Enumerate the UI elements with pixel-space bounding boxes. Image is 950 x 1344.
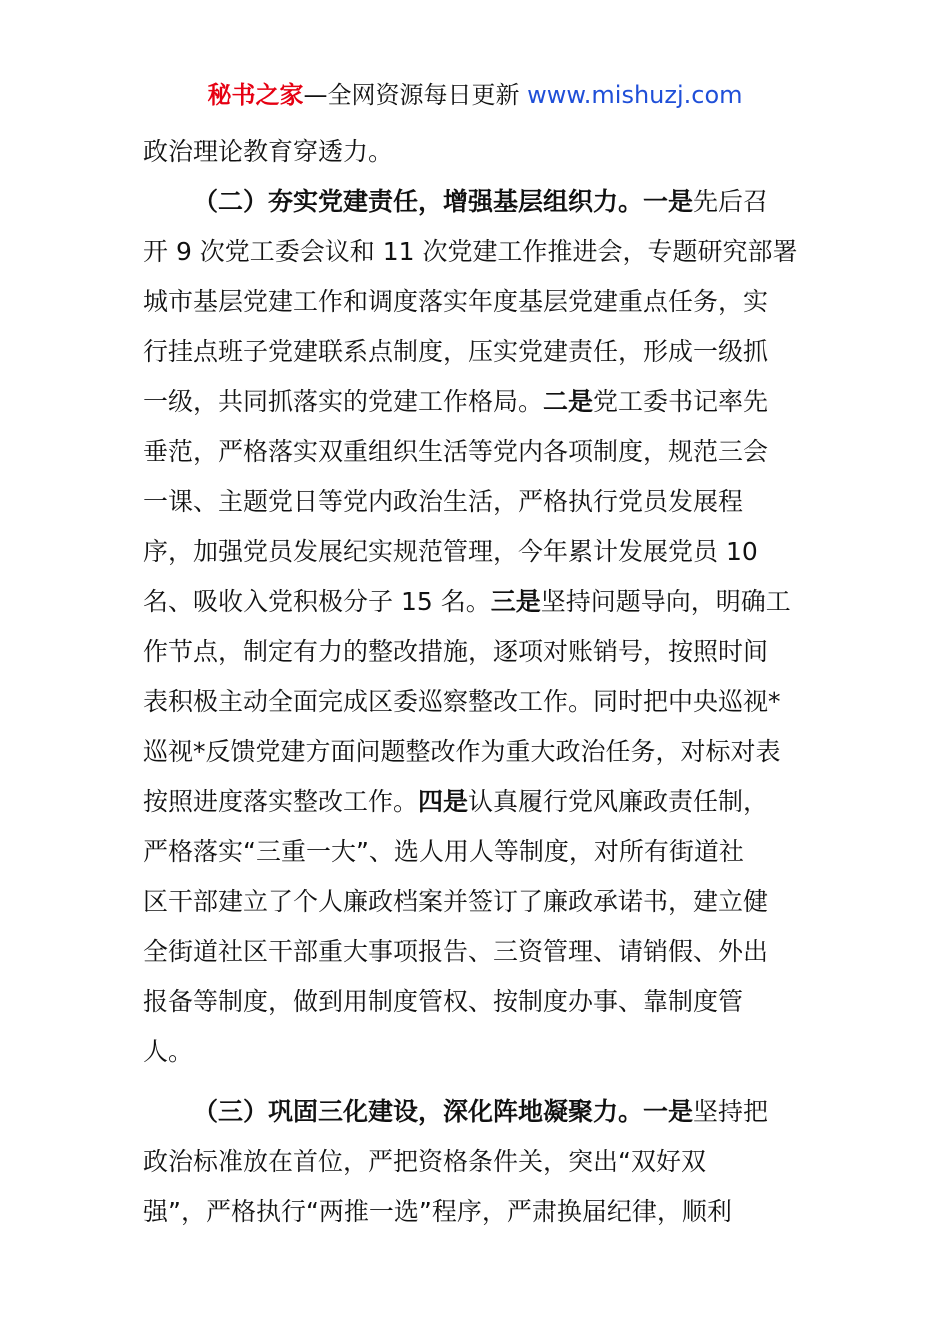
body-text: 名、吸收入党积极分子 15 名。 — [143, 587, 491, 616]
text-line — [143, 177, 811, 227]
body-text: 巡视*反馈党建方面问题整改作为重大政治任务，对标对表 — [143, 737, 781, 766]
text-line — [143, 927, 811, 977]
site-tagline: —全网资源每日更新 — [303, 81, 520, 109]
text-line — [143, 1087, 811, 1137]
text-line — [143, 1027, 811, 1077]
text-line — [143, 277, 811, 327]
body-text: 政治标准放在首位，严把资格条件关，突出“双好双 — [143, 1147, 706, 1176]
body-text: 按照进度落实整改工作。 — [143, 787, 419, 816]
bold-text: 四是 — [418, 787, 469, 816]
body-text: 行挂点班子党建联系点制度，压实党建责任，形成一级抓 — [143, 337, 769, 366]
text-line — [143, 527, 811, 577]
body-text: 区干部建立了个人廉政档案并签订了廉政承诺书，建立健 — [143, 887, 769, 916]
bold-text: 一是 — [643, 187, 694, 216]
body-text: 党工委书记率先 — [593, 387, 769, 416]
body-text: 一课、主题党日等党内政治生活，严格执行党员发展程 — [143, 487, 744, 516]
text-line — [143, 777, 811, 827]
site-url-link[interactable]: www.mishuzj.com — [527, 81, 743, 109]
text-line — [143, 327, 811, 377]
bold-text: （二）夯实党建责任，增强基层组织力。 — [193, 187, 644, 216]
text-line — [143, 627, 811, 677]
text-line — [143, 377, 811, 427]
bold-text: 二是 — [543, 387, 594, 416]
body-text: 认真履行党风廉政责任制， — [468, 787, 769, 816]
text-line — [143, 577, 811, 627]
body-text: 强”，严格执行“两推一选”程序，严肃换届纪律，顺利 — [143, 1197, 732, 1226]
text-line — [143, 427, 811, 477]
body-text: 开 9 次党工委会议和 11 次党建工作推进会，专题研究部署 — [143, 237, 798, 266]
text-line — [143, 227, 811, 277]
text-line — [143, 977, 811, 1027]
body-text: 人。 — [143, 1037, 194, 1066]
document-body — [143, 127, 811, 1237]
text-line — [143, 1137, 811, 1187]
body-text: 坚持把 — [693, 1097, 769, 1126]
site-header — [0, 78, 950, 112]
body-text: 先后召 — [693, 187, 769, 216]
text-line — [143, 827, 811, 877]
text-line — [143, 477, 811, 527]
bold-text: 一是 — [643, 1097, 694, 1126]
text-line — [143, 1187, 811, 1237]
body-text: 作节点，制定有力的整改措施，逐项对账销号，按照时间 — [143, 637, 769, 666]
bold-text: （三）巩固三化建设，深化阵地凝聚力。 — [193, 1097, 644, 1126]
body-text: 报备等制度，做到用制度管权、按制度办事、靠制度管 — [143, 987, 744, 1016]
text-line — [143, 877, 811, 927]
text-line — [143, 677, 811, 727]
body-text: 表积极主动全面完成区委巡察整改工作。同时把中央巡视* — [143, 687, 781, 716]
paragraph-gap — [143, 1077, 811, 1087]
body-text: 坚持问题导向，明确工 — [540, 587, 791, 616]
body-text: 政治理论教育穿透力。 — [143, 137, 394, 166]
body-text: 序，加强党员发展纪实规范管理，今年累计发展党员 10 — [143, 537, 758, 566]
text-line — [143, 727, 811, 777]
body-text: 垂范，严格落实双重组织生活等党内各项制度，规范三会 — [143, 437, 769, 466]
site-brand: 秘书之家 — [207, 81, 304, 109]
body-text: 一级，共同抓落实的党建工作格局。 — [143, 387, 544, 416]
bold-text: 三是 — [490, 587, 541, 616]
text-line — [143, 127, 811, 177]
body-text: 城市基层党建工作和调度落实年度基层党建重点任务，实 — [143, 287, 769, 316]
body-text: 全街道社区干部重大事项报告、三资管理、请销假、外出 — [143, 937, 769, 966]
body-text: 严格落实“三重一大”、选人用人等制度，对所有街道社 — [143, 837, 744, 866]
